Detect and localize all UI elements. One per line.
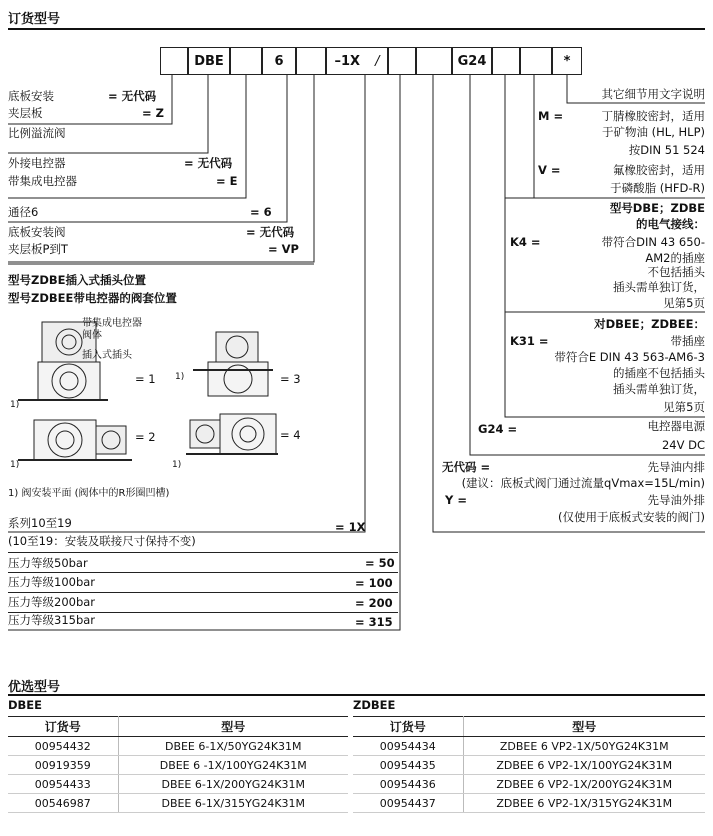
label-int-controller: 带集成电控器	[8, 174, 77, 188]
g24-code: G24 =	[478, 422, 518, 436]
plug-title-zdbee: 型号ZDBEE带电控器的阀套位置	[8, 291, 177, 305]
fig-label-body: 阀体	[82, 330, 102, 341]
label-size: 通径6	[8, 205, 39, 219]
pilot-none-code: 无代码 =	[442, 460, 491, 474]
zdbee-table	[353, 716, 705, 813]
col-model: 型号	[463, 717, 705, 737]
code-box-plug	[492, 47, 520, 75]
seal-v-line2: 于磷酸脂 (HFD-R)	[610, 181, 705, 195]
k4-line1: 带符合DIN 43 650-	[601, 235, 705, 249]
code-p315: = 315	[355, 615, 393, 629]
code-box-mounting	[160, 47, 188, 75]
code-box-seal	[520, 47, 552, 75]
seal-v-line1: 氟橡胶密封，适用	[613, 163, 705, 177]
zdbee-title: ZDBEE	[353, 698, 396, 712]
table-header-row	[8, 717, 348, 737]
code-box-pilot	[416, 47, 452, 75]
cell-order-no: 00954436	[353, 775, 463, 794]
elec-title-2: 的电气接线：	[636, 217, 705, 231]
fig-ref-4: 1)	[172, 460, 182, 470]
code-box-series	[326, 47, 388, 75]
col-order-no: 订货号	[353, 717, 463, 737]
cell-order-no: 00954435	[353, 756, 463, 775]
table-row	[8, 775, 348, 794]
code-box-pressure	[388, 47, 416, 75]
fig-label-plug: 插入式插头	[82, 350, 132, 361]
seal-v-code: V =	[538, 163, 561, 177]
label-p100: 压力等级100bar	[8, 575, 96, 589]
label-base-valve: 底板安装阀	[8, 225, 66, 239]
preferred-rule	[8, 694, 705, 696]
divider-p50	[8, 572, 398, 573]
k31-title: 对DBEE；ZDBEE：	[594, 317, 705, 331]
cell-order-no: 00919359	[8, 756, 118, 775]
plug-title-zdbe: 型号ZDBE插入式插头位置	[8, 273, 147, 287]
fig-pos-4: = 4	[280, 428, 301, 442]
table-header-row	[353, 717, 705, 737]
fig-ref-1: 1)	[10, 400, 20, 410]
seal-m-line2: 于矿物油 (HL, HLP)	[602, 125, 705, 139]
cell-model: ZDBEE 6 VP2-1X/50YG24K31M	[463, 737, 705, 756]
other-details: 其它细节用文字说明	[601, 87, 705, 101]
code-sandwich-pt: = VP	[268, 242, 299, 256]
k31-line4: 插头需单独订货，	[613, 382, 705, 396]
table-row	[353, 737, 705, 756]
page-title: 订货型号	[8, 12, 61, 27]
code-int-controller: = E	[216, 174, 238, 188]
code-box-dbe: DBE	[188, 47, 230, 75]
k4-line2: AM2的插座	[645, 251, 705, 265]
code-sandwich: = Z	[142, 106, 164, 120]
table-row	[353, 756, 705, 775]
label-ext-controller: 外接电控器	[8, 156, 66, 170]
cell-model: ZDBEE 6 VP2-1X/100YG24K31M	[463, 756, 705, 775]
slash-separator: /	[375, 53, 380, 69]
label-sandwich-pt: 夹层板P到T	[8, 242, 68, 256]
k31-code: K31 =	[510, 334, 549, 348]
cell-model: ZDBEE 6 VP2-1X/200YG24K31M	[463, 775, 705, 794]
seal-m-code: M =	[538, 109, 564, 123]
code-p100: = 100	[355, 576, 393, 590]
dbee-table	[8, 716, 348, 813]
k31-line1: 带插座	[670, 334, 705, 348]
table-row	[8, 756, 348, 775]
dbee-title: DBEE	[8, 698, 43, 712]
fig-ref-2: 1)	[10, 460, 20, 470]
table-row	[8, 794, 348, 813]
cell-order-no: 00954437	[353, 794, 463, 813]
cell-model: DBEE 6-1X/315YG24K31M	[118, 794, 348, 813]
elec-title-1: 型号DBE；ZDBE	[609, 201, 705, 215]
label-p50: 压力等级50bar	[8, 556, 88, 570]
pilot-y-desc: 先导油外排	[647, 493, 705, 507]
table-row	[353, 794, 705, 813]
cell-order-no: 00954432	[8, 737, 118, 756]
k4-line3: 不包括插头	[647, 265, 705, 279]
label-base-mount: 底板安装	[8, 89, 54, 103]
pilot-none-note: (建议：底板式阀门通过流量qVmax=15L/min)	[461, 476, 705, 490]
code-base-valve: = 无代码	[246, 225, 295, 239]
cell-order-no: 00546987	[8, 794, 118, 813]
table-row	[353, 775, 705, 794]
k31-line3: 的插座不包括插头	[613, 366, 705, 380]
k4-line4: 插头需单独订货，	[613, 280, 705, 294]
k31-line5: 见第5页	[663, 400, 705, 414]
code-box-other: *	[552, 47, 582, 75]
fig-pos-1: = 1	[135, 372, 156, 386]
label-sandwich: 夹层板	[8, 106, 43, 120]
code-box-g24: G24	[452, 47, 492, 75]
cell-model: DBEE 6-1X/200YG24K31M	[118, 775, 348, 794]
g24-line1: 电控器电源	[647, 419, 705, 433]
code-box-vp	[296, 47, 326, 75]
series-note: (10至19：安装及联接尺寸保持不变)	[8, 534, 196, 548]
fig-footnote: 1) 阀安装平面 (阀体中的R形圈凹槽)	[8, 488, 170, 499]
preferred-title: 优选型号	[8, 680, 61, 695]
label-prop-relief: 比例溢流阀	[8, 126, 66, 140]
cell-order-no: 00954434	[353, 737, 463, 756]
g24-line2: 24V DC	[661, 438, 705, 452]
col-order-no: 订货号	[8, 717, 118, 737]
plug-position-figures	[8, 312, 298, 478]
cell-model: ZDBEE 6 VP2-1X/315YG24K31M	[463, 794, 705, 813]
cell-order-no: 00954433	[8, 775, 118, 794]
k4-code: K4 =	[510, 235, 541, 249]
k4-line5: 见第5页	[663, 296, 705, 310]
label-p315: 压力等级315bar	[8, 613, 96, 627]
fig-pos-3: = 3	[280, 372, 301, 386]
code-box-controller	[230, 47, 262, 75]
code-size: = 6	[250, 205, 272, 219]
pilot-y-code: Y =	[445, 493, 467, 507]
divider-p100	[8, 592, 398, 593]
divider-series	[8, 552, 398, 553]
cell-model: DBEE 6 -1X/100YG24K31M	[118, 756, 348, 775]
code-p200: = 200	[355, 596, 393, 610]
pilot-y-note: (仅使用于底板式安装的阀门)	[558, 510, 705, 524]
code-base-mount: = 无代码	[108, 89, 157, 103]
cell-model: DBEE 6-1X/50YG24K31M	[118, 737, 348, 756]
code-p50: = 50	[365, 556, 395, 570]
label-p200: 压力等级200bar	[8, 595, 96, 609]
k31-line2: 带符合E DIN 43 563-AM6-3	[554, 350, 705, 364]
seal-m-line3: 按DIN 51 524	[628, 143, 705, 157]
code-series: = 1X	[335, 520, 366, 534]
fig-pos-2: = 2	[135, 430, 156, 444]
seal-m-line1: 丁腈橡胶密封，适用	[601, 109, 705, 123]
fig-ref-3: 1)	[175, 372, 185, 382]
fig-label-controller: 带集成电控器	[82, 318, 142, 329]
series-code-text: –1X	[334, 53, 361, 69]
pilot-none-desc: 先导油内排	[647, 460, 705, 474]
table-row	[8, 737, 348, 756]
code-box-size: 6	[262, 47, 296, 75]
label-series: 系列10至19	[8, 516, 72, 530]
code-ext-controller: = 无代码	[184, 156, 233, 170]
col-model: 型号	[118, 717, 348, 737]
